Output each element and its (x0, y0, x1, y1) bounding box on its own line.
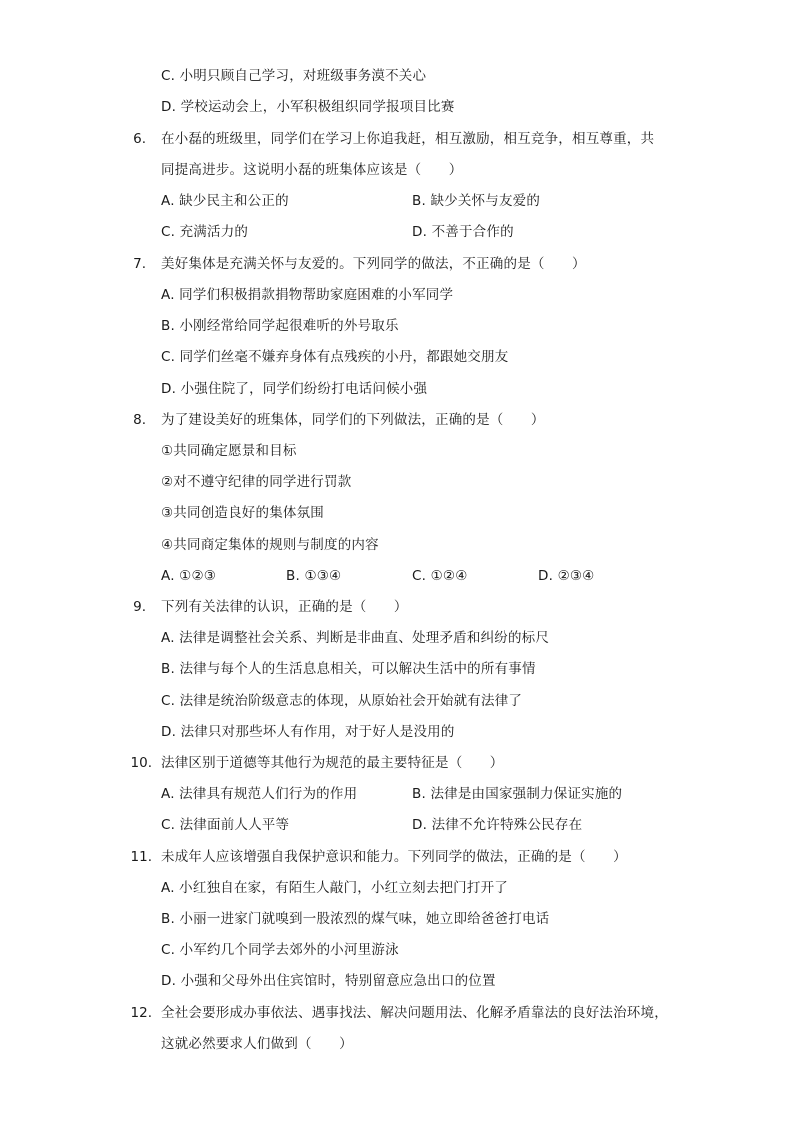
q9-number: 9. (133, 599, 146, 615)
q10-number: 10. (130, 755, 152, 771)
q8-statement-1: ①共同确定愿景和目标 (161, 443, 297, 459)
q9-option-b[interactable]: B. 法律与每个人的生活息息相关，可以解决生活中的所有事情 (161, 661, 536, 677)
q6-option-a[interactable]: A. 缺少民主和公正的 (161, 193, 289, 209)
q11-option-a[interactable]: A. 小红独自在家，有陌生人敲门，小红立刻去把门打开了 (161, 880, 508, 896)
q6-option-c[interactable]: C. 充满活力的 (161, 224, 249, 240)
q7-option-a[interactable]: A. 同学们积极捐款捐物帮助家庭困难的小军同学 (161, 287, 454, 303)
q6-number: 6. (133, 131, 146, 147)
q9-option-d[interactable]: D. 法律只对那些坏人有作用，对于好人是没用的 (161, 724, 455, 740)
q11-number: 11. (130, 849, 152, 865)
q8-option-c[interactable]: C. ①②④ (412, 568, 468, 584)
q10-option-c[interactable]: C. 法律面前人人平等 (161, 817, 290, 833)
q8-stem: 为了建设美好的班集体，同学们的下列做法，正确的是（ ） (161, 412, 545, 428)
q8-statement-2: ②对不遵守纪律的同学进行罚款 (161, 474, 352, 490)
q8-option-d[interactable]: D. ②③④ (538, 568, 595, 584)
q11-option-b[interactable]: B. 小丽一进家门就嗅到一股浓烈的煤气味，她立即给爸爸打电话 (161, 911, 550, 927)
q8-number: 8. (133, 412, 146, 428)
q6-option-d[interactable]: D. 不善于合作的 (412, 224, 514, 240)
q7-option-b[interactable]: B. 小刚经常给同学起很难听的外号取乐 (161, 318, 399, 334)
q10-option-a[interactable]: A. 法律具有规范人们行为的作用 (161, 786, 358, 802)
q7-number: 7. (133, 256, 146, 272)
q8-option-b[interactable]: B. ①③④ (286, 568, 342, 584)
q11-option-d[interactable]: D. 小强和父母外出住宾馆时，特别留意应急出口的位置 (161, 973, 496, 989)
q12-stem-line2: 这就必然要求人们做到（ ） (161, 1036, 353, 1052)
q10-option-d[interactable]: D. 法律不允许特殊公民存在 (412, 817, 583, 833)
q8-statement-4: ④共同商定集体的规则与制度的内容 (161, 537, 379, 553)
q6-option-b[interactable]: B. 缺少关怀与友爱的 (412, 193, 541, 209)
q11-stem: 未成年人应该增强自我保护意识和能力。下列同学的做法，正确的是（ ） (161, 849, 627, 865)
q7-option-c[interactable]: C. 同学们丝毫不嫌弃身体有点残疾的小丹，都跟她交朋友 (161, 349, 509, 365)
q5-option-d[interactable]: D. 学校运动会上，小军积极组织同学报项目比赛 (161, 99, 455, 115)
q9-option-a[interactable]: A. 法律是调整社会关系、判断是非曲直、处理矛盾和纠纷的标尺 (161, 630, 550, 646)
q12-number: 12. (130, 1005, 152, 1021)
q5-option-c[interactable]: C. 小明只顾自己学习，对班级事务漠不关心 (161, 68, 427, 84)
q9-option-c[interactable]: C. 法律是统治阶级意志的体现，从原始社会开始就有法律了 (161, 693, 523, 709)
q8-option-a[interactable]: A. ①②③ (161, 568, 217, 584)
q10-stem: 法律区别于道德等其他行为规范的最主要特征是（ ） (161, 755, 504, 771)
q11-option-c[interactable]: C. 小军约几个同学去郊外的小河里游泳 (161, 942, 399, 958)
q8-statement-3: ③共同创造良好的集体氛围 (161, 505, 325, 521)
q10-option-b[interactable]: B. 法律是由国家强制力保证实施的 (412, 786, 623, 802)
q7-stem: 美好集体是充满关怀与友爱的。下列同学的做法，不正确的是（ ） (161, 256, 586, 272)
q6-stem-line1: 在小磊的班级里，同学们在学习上你追我赶，相互激励，相互竞争，相互尊重，共 (161, 131, 655, 147)
q6-stem-line2: 同提高进步。这说明小磊的班集体应该是（ ） (161, 162, 463, 178)
q7-option-d[interactable]: D. 小强住院了，同学们纷纷打电话问候小强 (161, 381, 428, 397)
q12-stem-line1: 全社会要形成办事依法、遇事找法、解决问题用法、化解矛盾靠法的良好法治环境， (161, 1005, 668, 1021)
q9-stem: 下列有关法律的认识，正确的是（ ） (161, 599, 408, 615)
